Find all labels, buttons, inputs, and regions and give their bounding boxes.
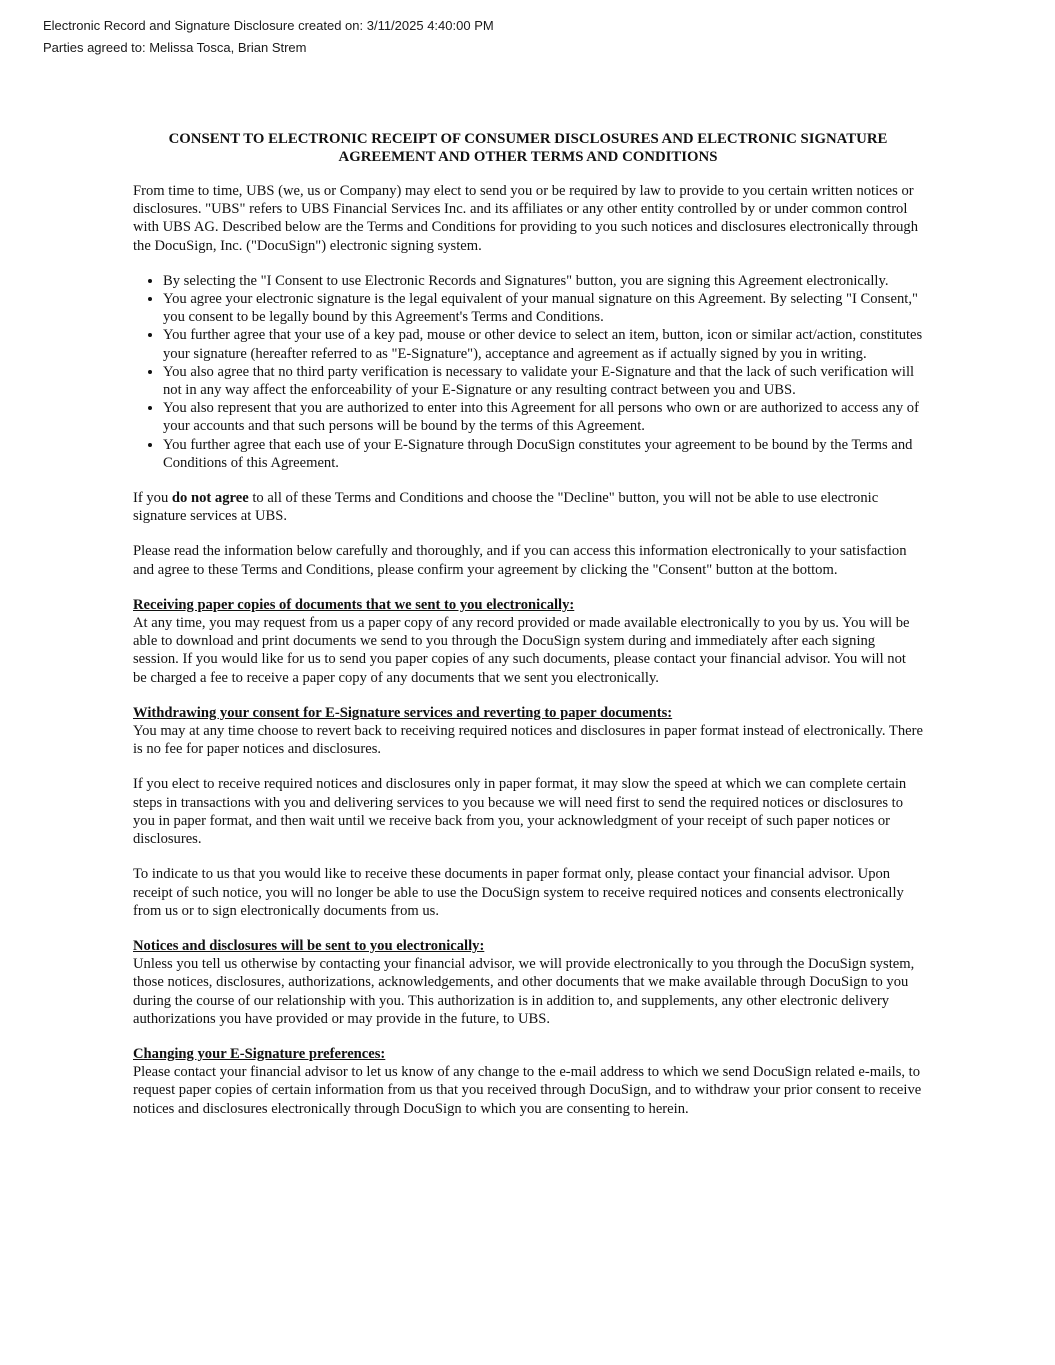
- paper-copies-heading: Receiving paper copies of documents that we sent to you electronically:: [133, 596, 575, 613]
- paper-copies-body: At any time, you may request from us a paper copy of any record provided or made available electronically to you by us. You will be able to download and print documents we send to you through the DocuSign system during and immediately after each signing session. If you would like for us to send you paper copies of any such documents, please contact your financial advisor. You will not be charged a fee to receive a paper copy of any documents that we sent you electronically.: [133, 615, 910, 686]
- notices-section: [133, 937, 923, 1028]
- disclosure-created-line: Electronic Record and Signature Disclosure created on: 3/11/2025 4:40:00 PM: [43, 18, 494, 33]
- notices-body: Unless you tell us otherwise by contacting your financial advisor, we will provide electronically to you through the DocuSign system, those notices, disclosures, authorizations, acknowledgements, and other documents that we make available through DocuSign to you during the course of our relationship with you. This authorization is in addition to, and supplements, any other electronic delivery authorizations you have provided or may provide in the future, to UBS.: [133, 956, 915, 1027]
- withdrawing-heading: Withdrawing your consent for E-Signature services and reverting to paper documents:: [133, 704, 673, 721]
- read-carefully-paragraph: Please read the information below carefully and thoroughly, and if you can access this information electronically to your satisfaction and agree to these Terms and Conditions, please confirm your agreement by clicking the "Consent" button at the bottom.: [133, 543, 907, 578]
- decline-paragraph: [133, 489, 923, 525]
- paper-format-slowdown-paragraph: If you elect to receive required notices and disclosures only in paper format, it may slow the speed at which we can complete certain steps in transactions with you and delivering services to you because we will need first to send the required notices or disclosures to you in paper format, and then wait until we receive back from you, your acknowledgment of your receipt of such paper notices or disclosures.: [133, 776, 907, 848]
- preferences-section: [133, 1045, 923, 1118]
- bullet-item: • You further agree that each use of your E-Signature through DocuSign constitutes your agreement to be bound by the Terms and Conditions of this Agreement.: [163, 436, 923, 472]
- decline-text-before: If you: [133, 490, 172, 507]
- bullet-item: • You also represent that you are authorized to enter into this Agreement for all persons who own or are authorized to access any of your accounts and that such persons will be bound by the terms of this Agreement.: [163, 399, 923, 435]
- withdrawing-section: [133, 704, 923, 759]
- withdrawing-body: You may at any time choose to revert back to receiving required notices and disclosures in paper format instead of electronically. There is no fee for paper notices and disclosures.: [133, 723, 923, 758]
- notices-heading: Notices and disclosures will be sent to you electronically:: [133, 937, 485, 954]
- bullet-item: • You further agree that your use of a key pad, mouse or other device to select an item, button, icon or similar act/action, constitutes your signature (hereafter referred to as "E-Signature"), acceptance and agreement as if actually signed by you in writing.: [163, 326, 923, 362]
- bullet-item: • By selecting the "I Consent to use Electronic Records and Signatures" button, you are signing this Agreement electronically.: [163, 272, 923, 290]
- paper-copies-section: [133, 596, 923, 687]
- preferences-heading: Changing your E-Signature preferences:: [133, 1045, 386, 1062]
- decline-text-after: to all of these Terms and Conditions and choose the "Decline" button, you will not be able to use electronic signature services at UBS.: [133, 490, 879, 525]
- bullet-item: • You also agree that no third party verification is necessary to validate your E-Signature and that the lack of such verification will not in any way affect the enforceability of your E-Signature or any resulting contract between you and UBS.: [163, 363, 923, 399]
- document-title: CONSENT TO ELECTRONIC RECEIPT OF CONSUMER DISCLOSURES AND ELECTRONIC SIGNATURE AGREEMENT AND OTHER TERMS AND CONDITIONS: [168, 131, 888, 165]
- preferences-body: Please contact your financial advisor to let us know of any change to the e-mail address to which we send DocuSign related e-mails, to request paper copies of certain information from us that you received through DocuSign, and to withdraw your prior consent to receive notices and disclosures electronically through DocuSign to which you are consenting to herein.: [133, 1064, 922, 1117]
- parties-agreed-line: Parties agreed to: Melissa Tosca, Brian Strem: [43, 40, 307, 55]
- consent-bullet-list: [133, 272, 923, 472]
- intro-paragraph: From time to time, UBS (we, us or Company) may elect to send you or be required by law to provide to you certain written notices or disclosures. "UBS" refers to UBS Financial Services Inc. and its affiliates or any other entity controlled by or under common control with UBS AG. Described below are the Terms and Conditions for providing to you such notices and disclosures electronically through the DocuSign, Inc. ("DocuSign") electronic signing system.: [133, 183, 919, 254]
- bullet-item: • You agree your electronic signature is the legal equivalent of your manual signature on this Agreement. By selecting "I Consent," you consent to be legally bound by this Agreement's Terms and Conditions.: [163, 290, 923, 326]
- decline-text-bold: do not agree: [171, 490, 249, 507]
- page-header: [43, 15, 494, 59]
- consent-document: [133, 130, 923, 1135]
- paper-format-contact-paragraph: To indicate to us that you would like to receive these documents in paper format only, please contact your financial advisor. Upon receipt of such notice, you will no longer be able to use the DocuSign system to receive required notices and consents electronically from us or to sign electronically documents from us.: [133, 866, 904, 919]
